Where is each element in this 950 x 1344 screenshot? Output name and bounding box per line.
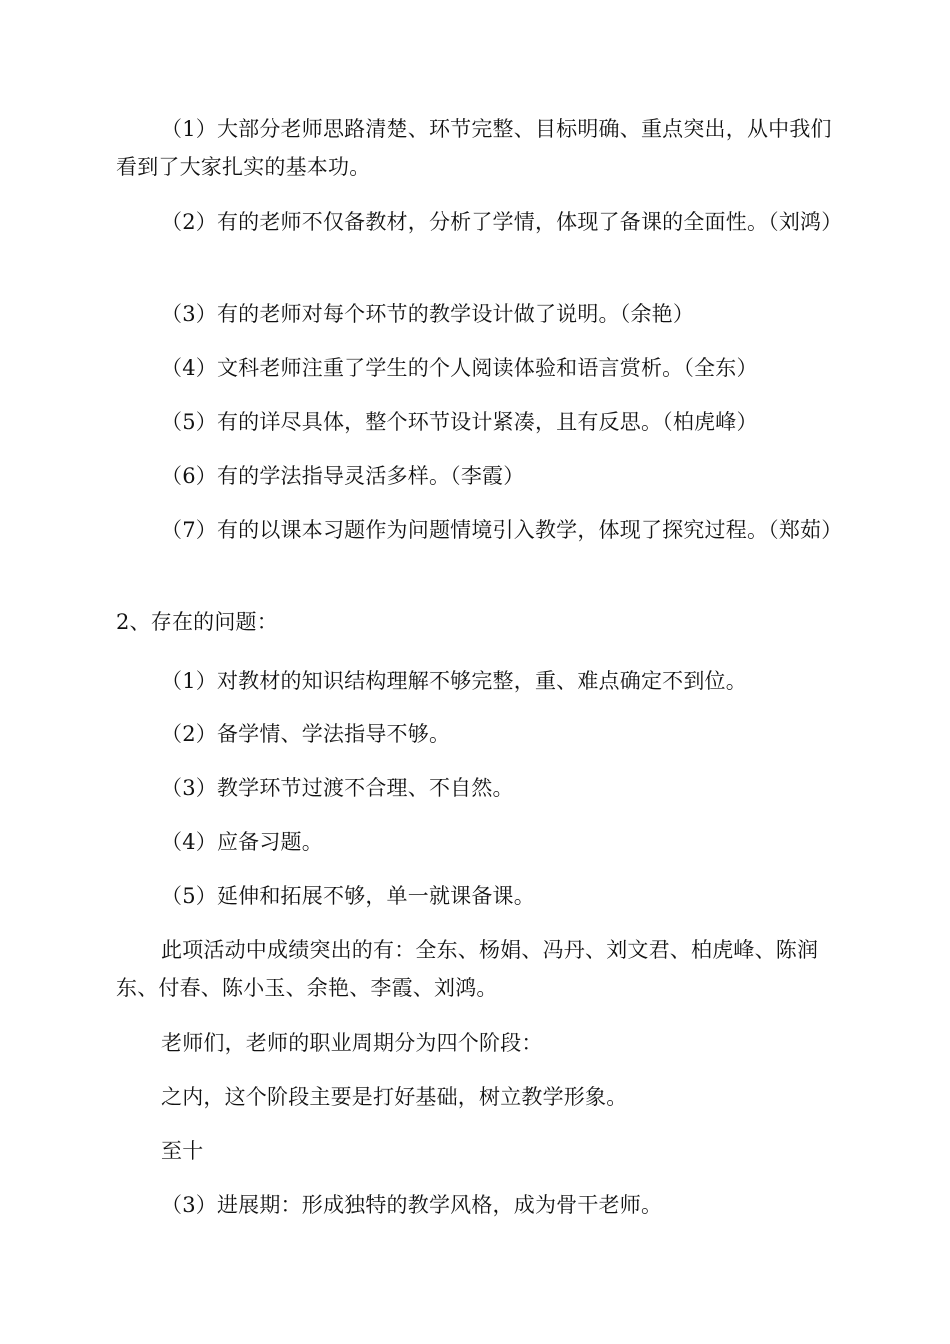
- paragraph-problem-3: （3）教学环节过渡不合理、不自然。: [161, 776, 514, 800]
- paragraph-strength-1: （1）大部分老师思路清楚、环节完整、目标明确、重点突出，从中我们看到了大家扎实的基本功。: [116, 117, 832, 179]
- paragraph-problem-4: （4）应备习题。: [161, 830, 323, 854]
- paragraph-stage-3: （3）进展期：形成独特的教学风格，成为骨干老师。: [161, 1193, 663, 1217]
- paragraph-stage-2: 至十: [161, 1139, 204, 1163]
- paragraph-outstanding: 此项活动中成绩突出的有：全东、杨娟、冯丹、刘文君、柏虎峰、陈润东、付春、陈小玉、余艳、李霞、刘鸿。: [116, 938, 819, 1000]
- paragraph-problem-1: （1）对教材的知识结构理解不够完整，重、难点确定不到位。: [161, 669, 747, 693]
- paragraph-strength-3: （3）有的老师对每个环节的教学设计做了说明。（余艳）: [161, 302, 695, 326]
- paragraph-stage-1: 之内，这个阶段主要是打好基础，树立教学形象。: [161, 1085, 628, 1109]
- paragraph-problem-5: （5）延伸和拓展不够，单一就课备课。: [161, 884, 535, 908]
- paragraph-strength-6: （6）有的学法指导灵活多样。（李霞）: [161, 464, 525, 488]
- paragraph-strength-2: （2）有的老师不仅备教材，分析了学情，体现了备课的全面性。（刘鸿）: [161, 210, 843, 234]
- paragraph-strength-7: （7）有的以课本习题作为问题情境引入教学，体现了探究过程。（郑茹）: [161, 518, 843, 542]
- paragraph-strength-5: （5）有的详尽具体，整个环节设计紧凑，且有反思。（柏虎峰）: [161, 410, 758, 434]
- paragraph-strength-4: （4）文科老师注重了学生的个人阅读体验和语言赏析。（全东）: [161, 356, 758, 380]
- section-heading-problems: 2、存在的问题：: [116, 610, 278, 634]
- paragraph-problem-2: （2）备学情、学法指导不够。: [161, 722, 451, 746]
- paragraph-career-cycle: 老师们，老师的职业周期分为四个阶段：: [161, 1031, 543, 1055]
